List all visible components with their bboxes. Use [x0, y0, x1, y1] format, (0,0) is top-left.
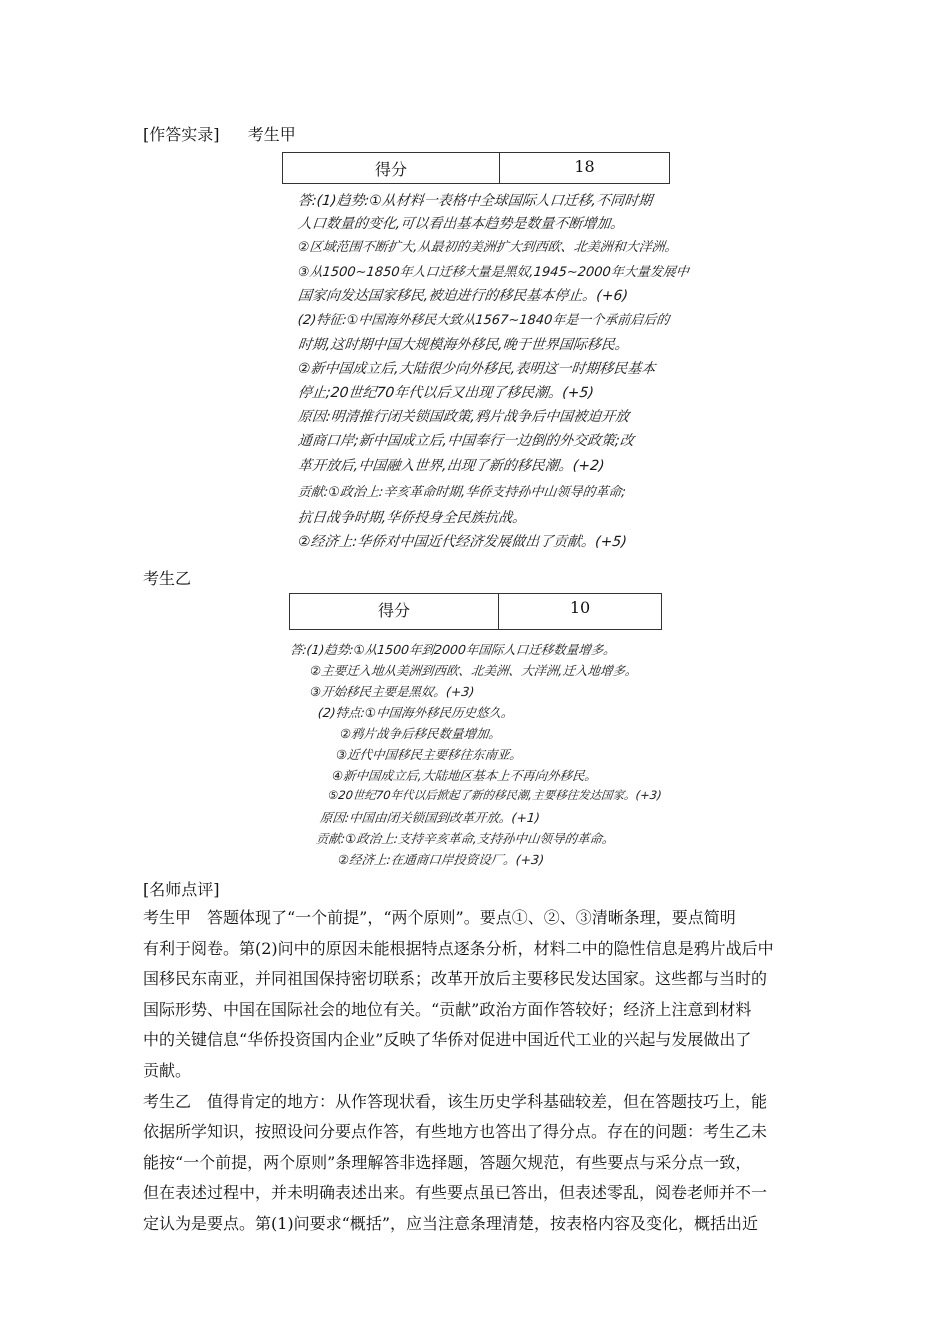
comment-a-line: 有利于阅卷。第(2)问中的原因未能根据特点逐条分析，材料二中的隐性信息是鸦片战后中: [143, 939, 774, 958]
hw-b-line: 原因:中国由闭关锁国到改革开放。(+1): [319, 810, 541, 825]
comment-heading: [名师点评]: [143, 880, 220, 899]
hw-a-line: 停止;20世纪70年代以后又出现了移民潮。(+5): [297, 385, 595, 401]
comment-b-line: 但在表述过程中，并未明确表述出来。有些要点虽已答出，但表述零乱，阅卷老师并不一: [143, 1183, 768, 1202]
score-table-a: [282, 152, 670, 184]
hw-b-line: ②主要迁入地从美洲到西欧、北美洲、大洋洲,迁入地增多。: [309, 663, 639, 678]
score-label-a: 得分: [283, 153, 500, 184]
hw-a-line: ②新中国成立后,大陆很少向外移民,表明这一时期移民基本: [297, 361, 657, 377]
score-table-b: [289, 593, 662, 630]
comment-a-line: 贡献。: [143, 1061, 192, 1080]
hw-b-line: ②鸦片战争后移民数量增加。: [339, 726, 502, 741]
hw-b-line: ④新中国成立后,大陆地区基本上不再向外移民。: [331, 768, 598, 783]
hw-b-line: 答:(1)趋势:①从1500年到2000年国际人口迁移数量增多。: [289, 642, 617, 657]
hw-b-line: (2)特点:①中国海外移民历史悠久。: [317, 705, 515, 720]
comment-a-line: 国移民东南亚，并同祖国保持密切联系；改革开放后主要移民发达国家。这些都与当时的: [143, 969, 768, 988]
hw-b-line: ③开始移民主要是黑奴。(+3): [309, 684, 476, 699]
comment-b-line: 能按“一个前提，两个原则”条理解答非选择题，答题欠规范，有些要点与采分点一致，: [143, 1153, 752, 1172]
hw-a-line: ③从1500~1850年人口迁移大量是黑奴,1945~2000年大量发展中: [297, 265, 690, 280]
comment-a-line: 国际形势、中国在国际社会的地位有关。“贡献”政治方面作答较好；经济上注意到材料: [143, 1000, 752, 1019]
comment-b-line: 依据所学知识，按照设问分要点作答，有些地方也答出了得分点。存在的问题：考生乙未: [143, 1122, 768, 1141]
hw-a-line: 革开放后,中国融入世界,出现了新的移民潮。(+2): [297, 458, 606, 474]
hw-b-line: ②经济上:在通商口岸投资设厂。(+3): [337, 852, 545, 867]
score-value-b: 10: [499, 594, 662, 630]
hw-a-line: 抗日战争时期,华侨投身全民族抗战。: [297, 510, 528, 526]
student-b-label: 考生乙: [143, 569, 192, 588]
hw-b-line: ⑤20世纪70年代以后掀起了新的移民潮,主要移往发达国家。(+3): [327, 788, 663, 802]
hw-a-line: (2)特征:①中国海外移民大致从1567~1840年是一个承前启后的: [297, 313, 671, 328]
score-label-b: 得分: [290, 594, 499, 630]
hw-b-line: ③近代中国移民主要移往东南亚。: [335, 747, 523, 762]
comment-a-line: 考生甲 答题体现了“一个前提”，“两个原则”。要点①、②、③清晰条理，要点简明: [143, 908, 736, 927]
hw-a-line: 贡献:①政治上:辛亥革命时期,华侨支持孙中山领导的革命;: [297, 485, 627, 500]
hw-a-line: 国家向发达国家移民,被迫进行的移民基本停止。(+6): [297, 288, 629, 304]
answer-record-header: [143, 122, 296, 145]
hw-a-line: 时期,这时期中国大规模海外移民,晚于世界国际移民。: [297, 337, 630, 353]
comment-b-line: 考生乙 值得肯定的地方：从作答现状看，该生历史学科基础较差，但在答题技巧上，能: [143, 1092, 768, 1111]
hw-a-line: 原因:明清推行闭关锁国政策,鸦片战争后中国被迫开放: [297, 409, 630, 425]
answer-record-label: [作答实录]: [143, 125, 220, 144]
score-value-a: 18: [500, 153, 670, 184]
hw-a-line: 人口数量的变化,可以看出基本趋势是数量不断增加。: [297, 216, 626, 232]
hw-a-line: ②经济上:华侨对中国近代经济发展做出了贡献。(+5): [297, 534, 628, 550]
hw-b-line: 贡献:①政治上:支持辛亥革命,支持孙中山领导的革命。: [315, 831, 616, 846]
hw-a-line: ②区域范围不断扩大,从最初的美洲扩大到西欧、北美洲和大洋洲。: [297, 240, 679, 255]
student-a-label: 考生甲: [247, 125, 296, 144]
hw-a-line: 答:(1)趋势:①从材料一表格中全球国际人口迁移,不同时期: [297, 193, 654, 209]
comment-a-line: 中的关键信息“华侨投资国内企业”反映了华侨对促进中国近代工业的兴起与发展做出了: [143, 1030, 752, 1049]
hw-a-line: 通商口岸;新中国成立后,中国奉行一边倒的外交政策;改: [297, 433, 635, 449]
comment-b-line: 定认为是要点。第(1)问要求“概括”，应当注意条理清楚，按表格内容及变化，概括出近: [143, 1214, 759, 1233]
